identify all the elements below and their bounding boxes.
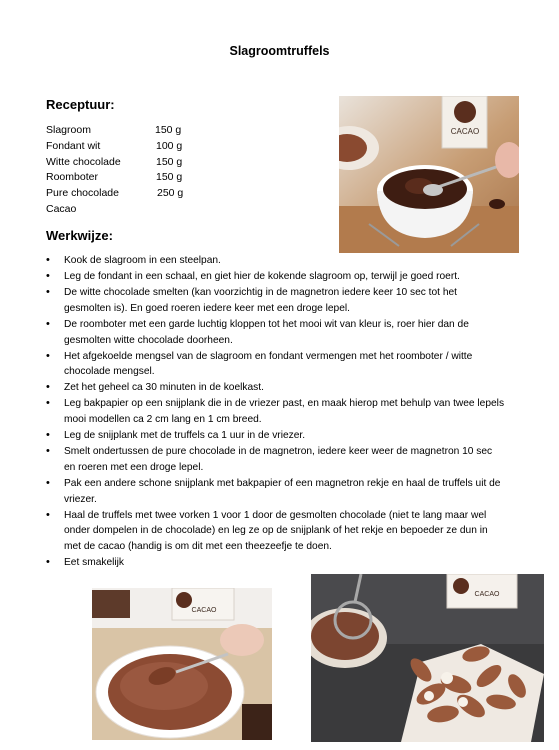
ingredient-row — [46, 155, 196, 171]
method-step: • Pak een andere schone snijplank met bakpapier of een magnetron rekje en haal de truffels uit de vriezer. — [46, 476, 506, 508]
document-title: Slagroomtruffels — [229, 44, 330, 58]
method-heading: Werkwijze: — [46, 228, 113, 243]
ingredient-quantity: 150 g — [156, 155, 183, 168]
method-step: • Het afgekoelde mengsel van de slagroom en fondant vermengen met het roomboter / witte chocolade mengsel. — [46, 349, 506, 381]
ingredient-name: Cacao — [46, 202, 77, 215]
cacao-box-label: CACAO — [191, 607, 217, 614]
photo-melted-chocolate — [339, 96, 519, 253]
method-step: • Eet smakelijk — [46, 555, 506, 571]
ingredient-row — [46, 139, 196, 155]
ingredient-row — [46, 170, 196, 186]
method-steps — [46, 253, 506, 571]
ingredient-name: Fondant wit — [46, 139, 101, 152]
cacao-box-label: CACAO — [450, 127, 480, 136]
ingredient-name: Witte chocolade — [46, 155, 121, 168]
method-step: • Smelt ondertussen de pure chocolade in de magnetron, iedere keer weer de magnetron 10 sec en roeren met een droge lepel. — [46, 444, 506, 476]
method-step: • Leg de snijplank met de truffels ca 1 uur in de vriezer. — [46, 428, 506, 444]
method-step: • Zet het geheel ca 30 minuten in de koelkast. — [46, 380, 506, 396]
ingredient-quantity: 100 g — [156, 139, 183, 152]
ingredient-row — [46, 123, 196, 139]
method-step: • Leg de fondant in een schaal, en giet hier de kokende slagroom op, terwijl je goed roert. — [46, 269, 506, 285]
ingredient-quantity: 250 g — [157, 187, 184, 200]
ingredient-row — [46, 202, 196, 218]
ingredient-row — [46, 186, 196, 202]
recipe-heading: Receptuur: — [46, 97, 115, 112]
ingredient-name: Roomboter — [46, 171, 98, 184]
method-step: • Kook de slagroom in een steelpan. — [46, 253, 506, 269]
method-step: • Leg bakpapier op een snijplank die in de vriezer past, en maak hierop met behulp van twee lepels mooi modellen ca 2 cm lang en 1 cm breed. — [46, 396, 506, 428]
method-step: • Haal de truffels met twee vorken 1 voor 1 door de gesmolten chocolade (niet te lang maar wel onder dompelen in de chocolade) en leg ze op de snijplank of het rekje en bepoeder ze dun in met de cacao (handig is om dit met een theezeefje te doen. — [46, 508, 506, 555]
ingredient-list — [46, 123, 196, 218]
cacao-box-label: CACAO — [474, 591, 500, 598]
photo-cocoa-plate — [92, 588, 272, 740]
method-step: • De witte chocolade smelten (kan voorzichtig in de magnetron iedere keer 10 sec tot het gesmolten is). En goed roeren iedere keer met een droge lepel. — [46, 285, 506, 317]
ingredient-name: Pure chocolade — [46, 187, 119, 200]
ingredient-quantity: 150 g — [155, 124, 182, 136]
method-step: • De roomboter met een garde luchtig kloppen tot het mooi wit van kleur is, roer hier dan de gesmolten witte chocolade doorheen. — [46, 317, 506, 349]
ingredient-quantity: 150 g — [156, 171, 183, 184]
ingredient-name: Slagroom — [46, 124, 91, 136]
photo-truffles-board — [311, 574, 544, 742]
